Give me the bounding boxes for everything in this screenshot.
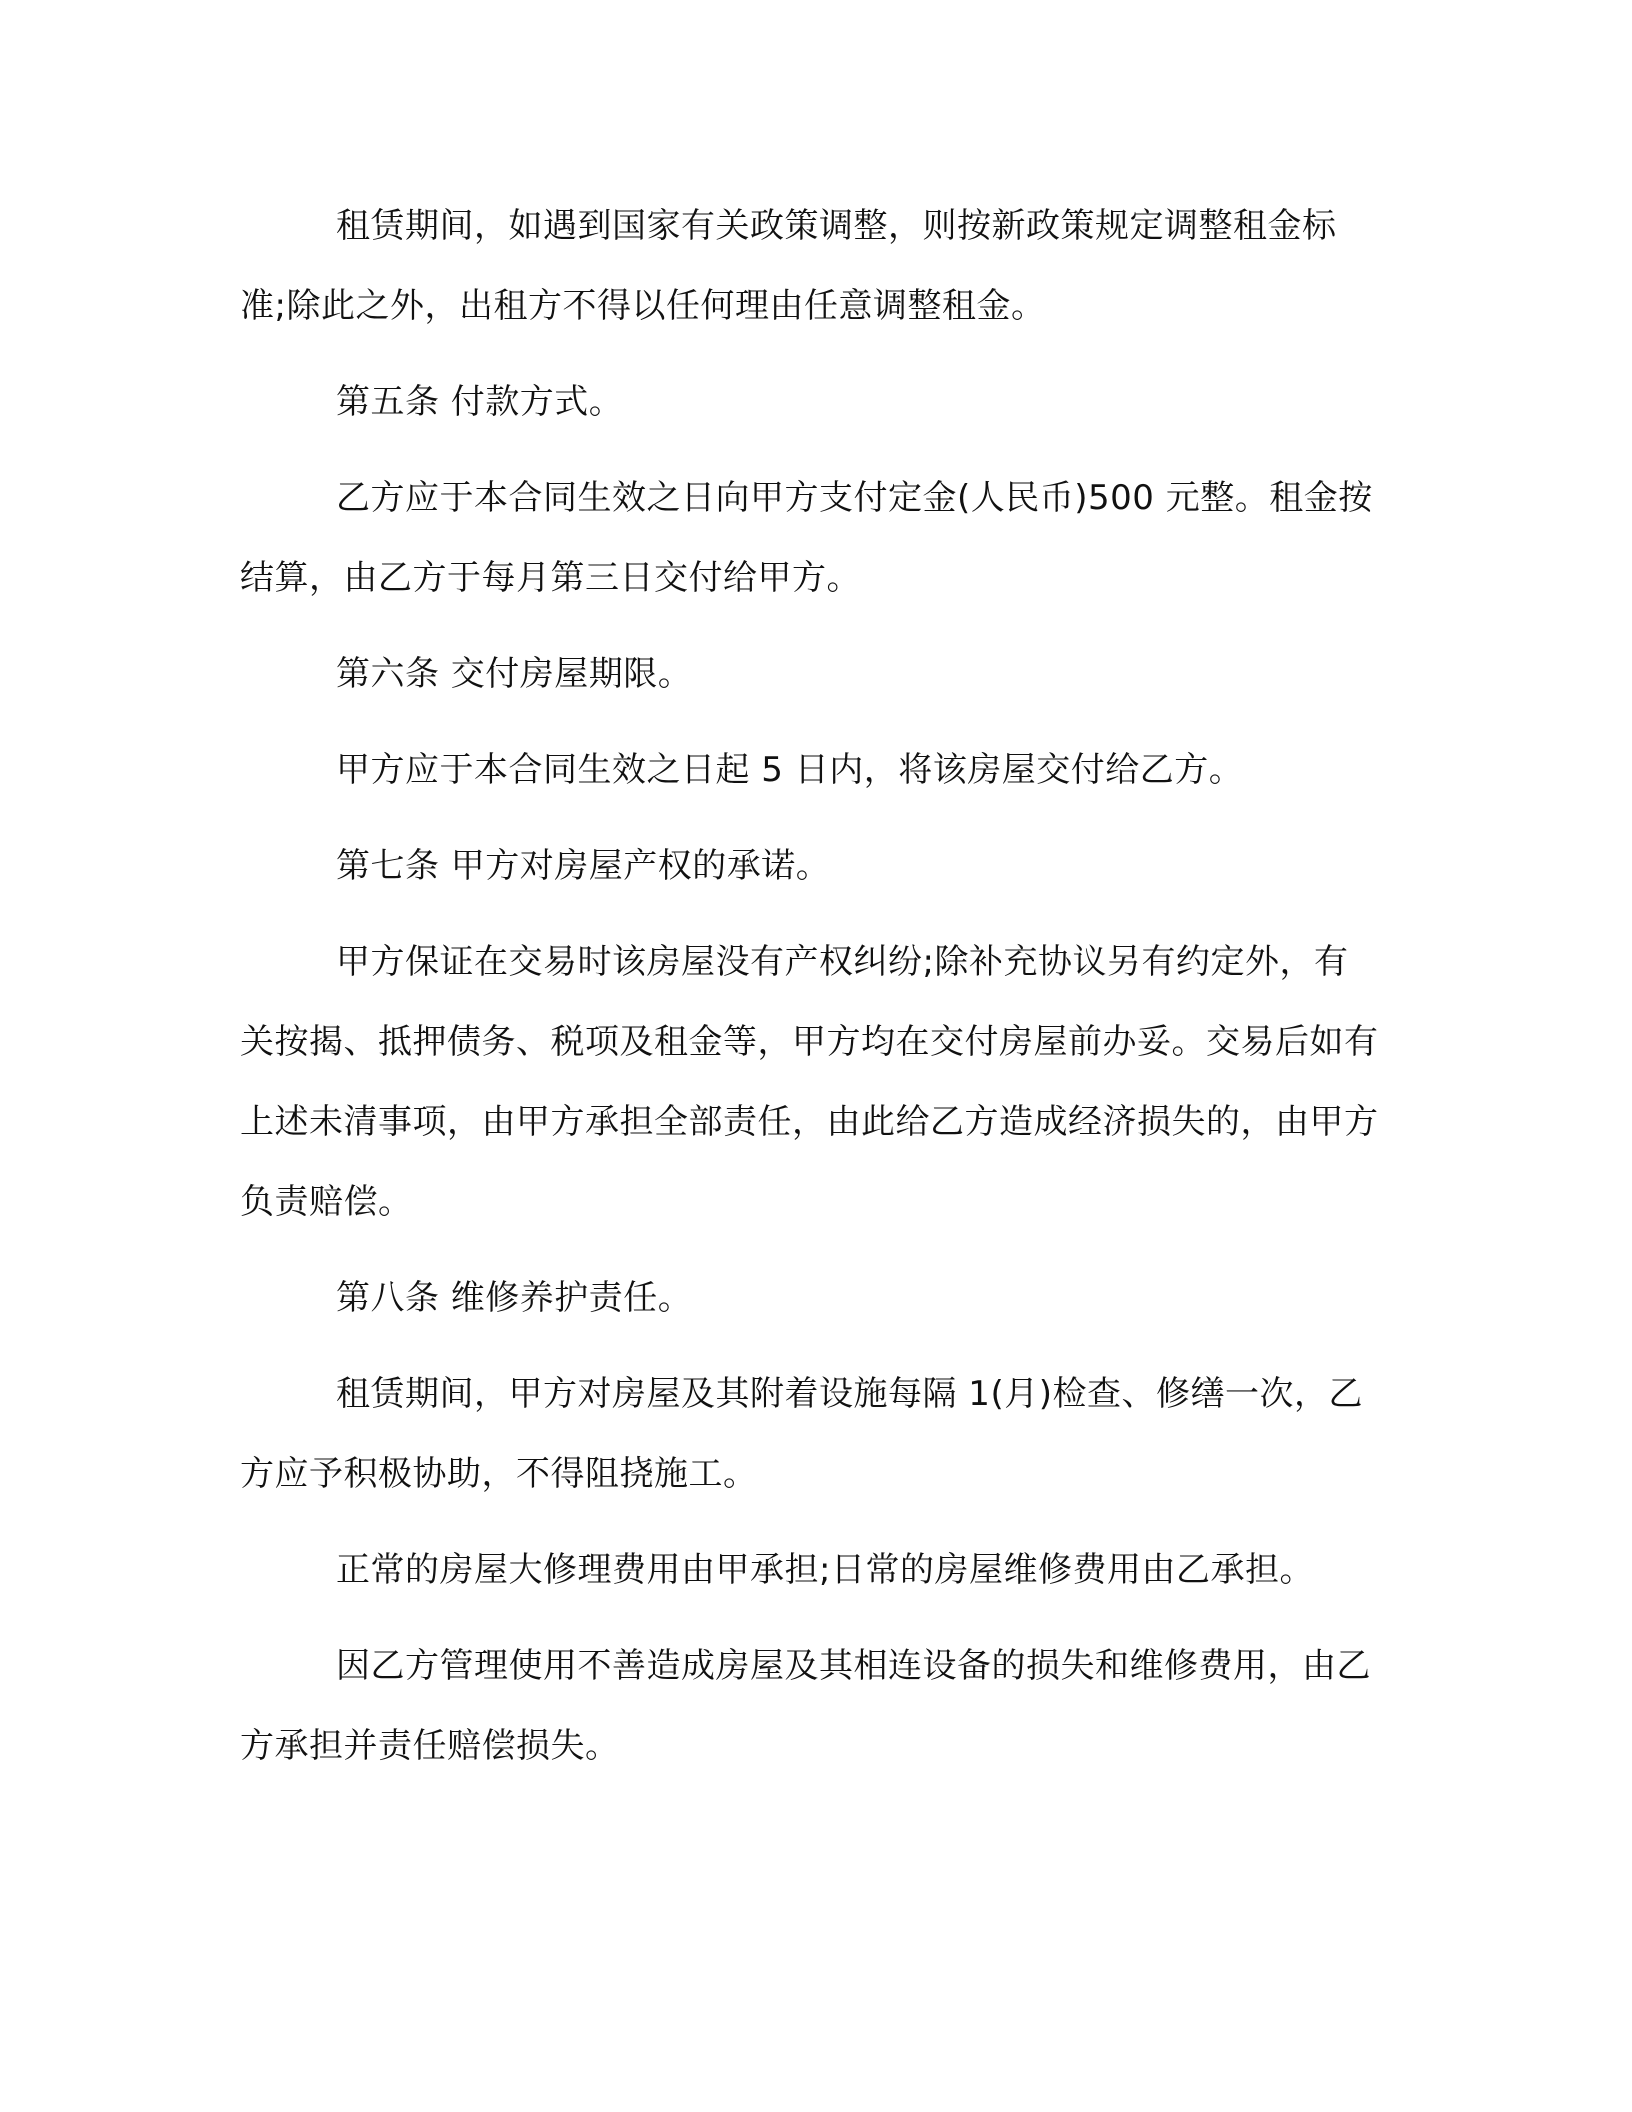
paragraph-inspection-schedule: 租赁期间，甲方对房屋及其附着设施每隔 1(月)检查、修缮一次，乙方应予积极协助，不得阻挠施工。	[240, 1374, 1363, 1494]
article-6-heading: 第六条 交付房屋期限。	[336, 654, 693, 694]
paragraph-delivery-deadline: 甲方应于本合同生效之日起 5 日内，将该房屋交付给乙方。	[336, 750, 1244, 790]
paragraph-rent-adjustment: 租赁期间，如遇到国家有关政策调整，则按新政策规定调整租金标准;除此之外，出租方不得以任何理由任意调整租金。	[240, 206, 1337, 326]
paragraph-damage-liability: 因乙方管理使用不善造成房屋及其相连设备的损失和维修费用，由乙方承担并责任赔偿损失。	[240, 1646, 1371, 1766]
article-8-heading: 第八条 维修养护责任。	[336, 1278, 693, 1318]
paragraph-repair-costs: 正常的房屋大修理费用由甲承担;日常的房屋维修费用由乙承担。	[336, 1550, 1314, 1590]
article-5-heading: 第五条 付款方式。	[336, 382, 624, 422]
paragraph-property-guarantee: 甲方保证在交易时该房屋没有产权纠纷;除补充协议另有约定外，有关按揭、抵押债务、税项及租金等，甲方均在交付房屋前办妥。交易后如有上述未清事项，由甲方承担全部责任，由此给乙方造成经济损失的，由甲方负责赔偿。	[240, 942, 1379, 1222]
document-body	[240, 186, 1380, 1802]
article-7-heading: 第七条 甲方对房屋产权的承诺。	[336, 846, 831, 886]
paragraph-payment-deposit: 乙方应于本合同生效之日向甲方支付定金(人民币)500 元整。租金按结算，由乙方于每月第三日交付给甲方。	[240, 478, 1373, 598]
